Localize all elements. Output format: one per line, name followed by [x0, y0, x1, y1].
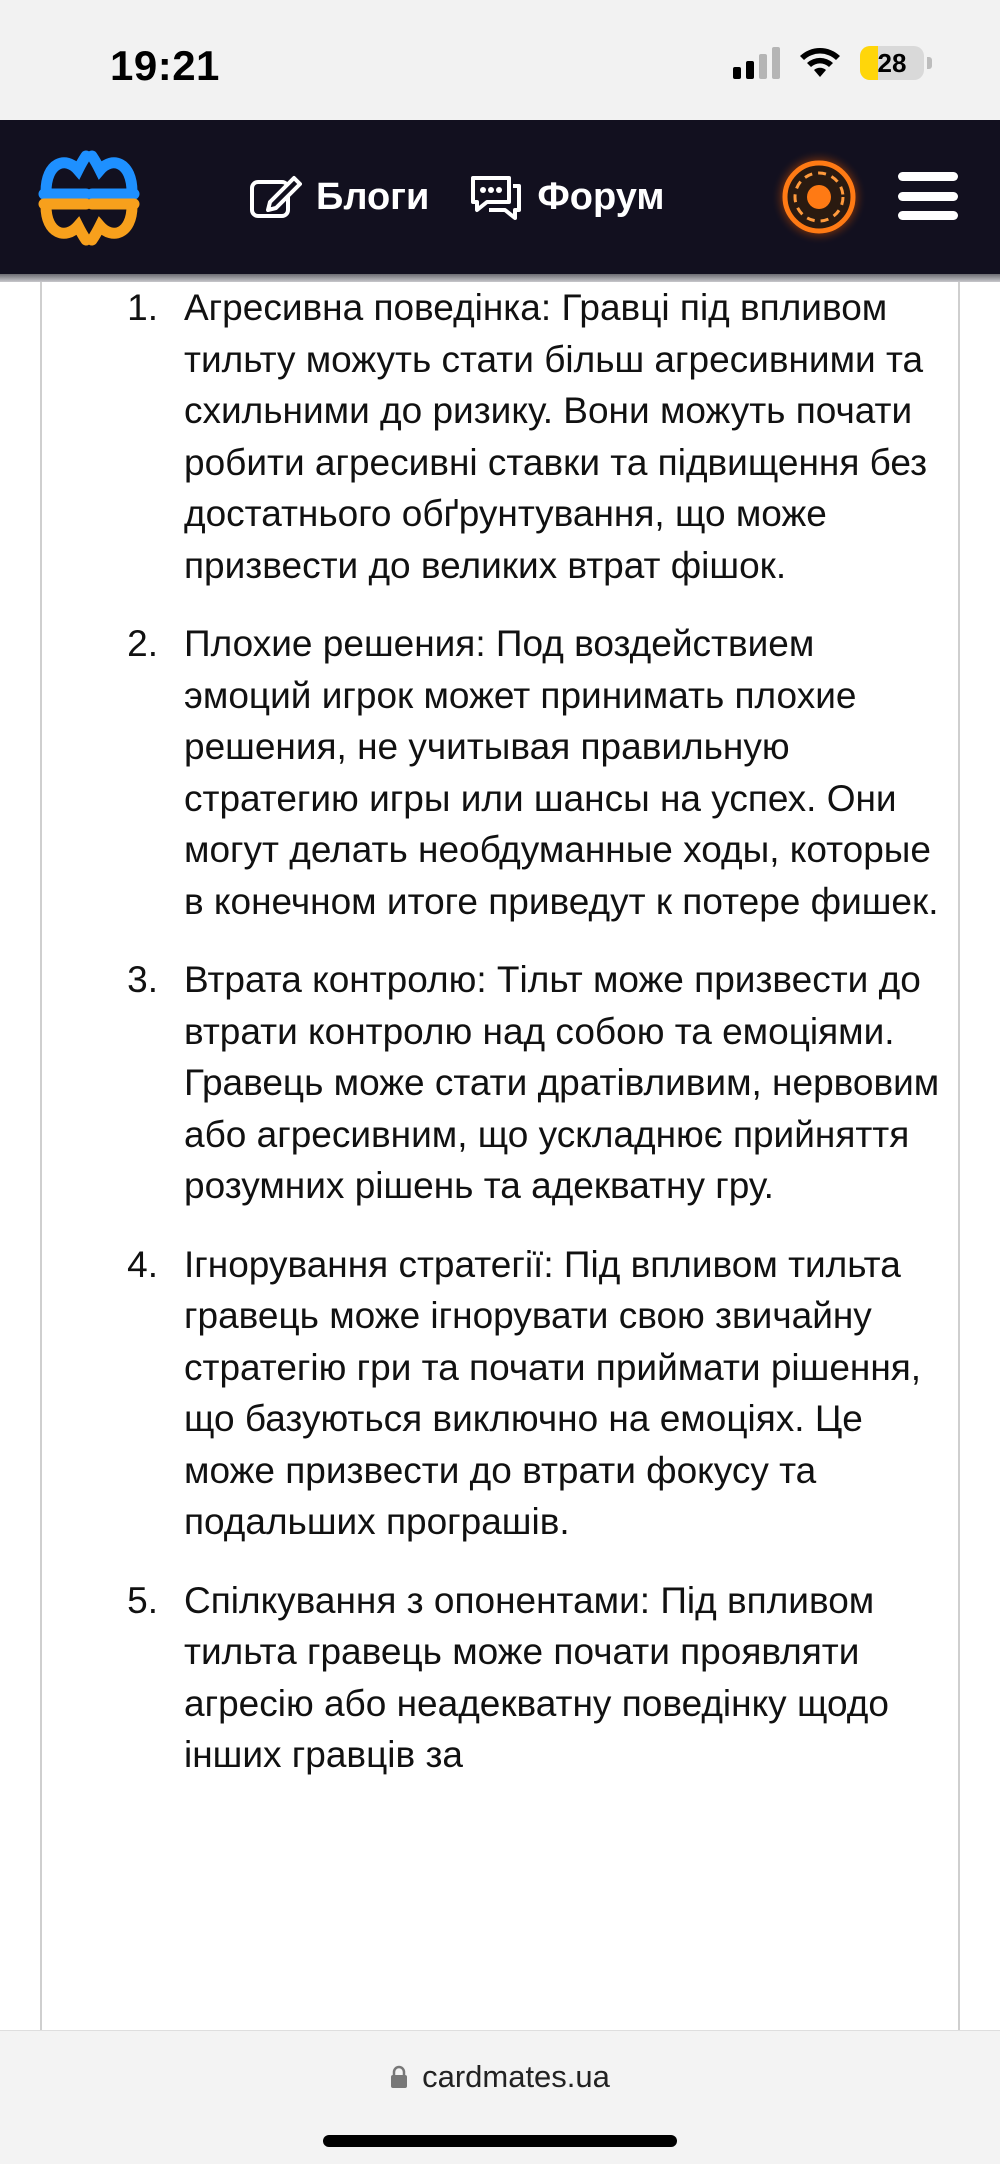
battery-icon: [860, 46, 932, 80]
list-item-text: Спілкування з опонентами: Під впливом тильта гравець може почати проявляти агресію або неадекватну поведінку щодо інших гравців за: [184, 1579, 889, 1775]
status-bar: [0, 0, 1000, 120]
url-text: cardmates.ua: [422, 2059, 610, 2094]
nav-blogs-label: Блоги: [316, 175, 430, 218]
list-item: [42, 1239, 958, 1548]
list-item-number: 1.: [127, 287, 158, 328]
numbered-list: [42, 282, 958, 1808]
main-nav: [248, 120, 664, 274]
battery-fill: [860, 46, 878, 80]
list-item-number: 2.: [127, 623, 158, 664]
url-display[interactable]: [0, 2059, 1000, 2095]
list-item-number: 4.: [127, 1243, 158, 1285]
nav-forum[interactable]: [469, 172, 664, 222]
nav-blogs[interactable]: [248, 172, 429, 222]
article-content: [40, 282, 960, 2030]
header-divider: [0, 274, 1000, 282]
nav-forum-label: Форум: [537, 175, 665, 218]
chat-icon: [469, 172, 523, 222]
edit-icon: [248, 172, 302, 222]
site-header: [0, 120, 1000, 274]
list-item-number: 3.: [127, 959, 158, 1000]
status-indicators: [733, 46, 932, 80]
list-item-text: Плохие решения: Под воздействием эмоций игрок может принимать плохие решения, не учитывая правильную стратегию игры или шансы на успех. Они могут делать необдуманные ходы, которые в конечном итоге приведут к потере фишек.: [184, 623, 939, 922]
browser-url-bar[interactable]: [0, 2030, 1000, 2164]
wifi-icon: [798, 47, 842, 79]
cellular-signal-icon: [733, 47, 780, 79]
list-item-text: Агресивна поведінка: Гравці під впливом тильту можуть стати більш агресивними та схильними до ризику. Вони можуть почати робити агресивні ставки та підвищення без достатнього обґрунтування, що може призвести до великих втрат фішок.: [184, 287, 928, 586]
hamburger-menu-icon[interactable]: [898, 172, 958, 220]
list-item: [42, 954, 958, 1212]
list-item-text: Втрата контролю: Тільт може призвести до втрати контролю над собою та емоціями. Гравець може стати дратівливим, нервовим або агресивним, що ускладнює прийняття розумних рішень та адекватну гру.: [184, 959, 940, 1206]
list-item-text: Ігнорування стратегії: Під впливом тильта гравець може ігнорувати свою звичайну стратегію гри та почати приймати рішення, що базуються виключно на емоціях. Це може призвести до втрати фокусу та подальших програшів.: [184, 1243, 922, 1542]
list-item-number: 5.: [127, 1579, 158, 1621]
cardmates-logo[interactable]: [36, 142, 142, 252]
list-item: [42, 1575, 958, 1781]
poker-chip-icon[interactable]: [770, 148, 868, 246]
battery-level: 28: [877, 47, 907, 78]
list-item: [42, 618, 958, 927]
list-item: [42, 282, 958, 591]
lock-icon: [390, 2065, 408, 2089]
home-indicator[interactable]: [323, 2135, 677, 2147]
status-time: 19:21: [110, 42, 220, 89]
